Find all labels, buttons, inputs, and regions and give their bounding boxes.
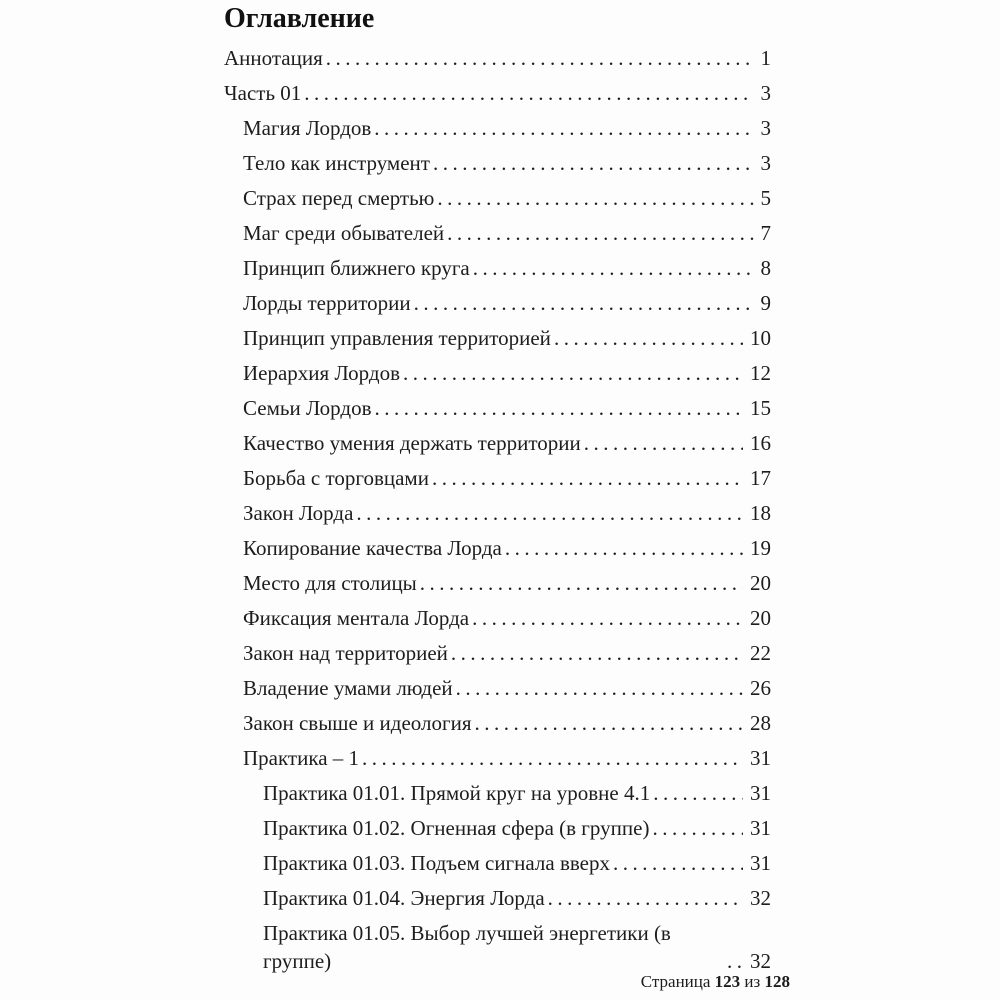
toc-entry-title: Практика 01.04. Энергия Лорда: [263, 886, 545, 910]
toc-dot-leader: [610, 849, 743, 877]
toc-entry[interactable]: [224, 79, 771, 107]
toc-dot-leader: [502, 534, 743, 562]
toc-dot-leader: [472, 709, 744, 737]
toc-entry[interactable]: [224, 114, 771, 142]
toc-entry-title: Практика 01.05. Выбор лучшей энергетики (в группе): [263, 921, 671, 973]
toc-entry-title: Практика 01.02. Огненная сфера (в группе): [263, 816, 650, 840]
toc-dot-leader: [429, 464, 743, 492]
toc-entry-title: Аннотация: [224, 46, 323, 70]
toc-dot-leader: [545, 884, 743, 912]
toc-entry-page-number: 8: [760, 256, 771, 280]
toc-entry-title: Иерархия Лордов: [243, 361, 400, 385]
toc-entry[interactable]: [224, 289, 771, 317]
toc-entry-title: Практика – 1: [243, 746, 360, 770]
toc-entry-page-number: 31: [750, 781, 771, 805]
toc-dot-leader: [400, 359, 743, 387]
footer-separator: из: [744, 972, 761, 991]
toc-entry[interactable]: [224, 149, 771, 177]
toc-entry-page-number: 31: [750, 816, 771, 840]
toc-entry-title: Тело как инструмент: [243, 151, 430, 175]
toc-entry-title: Часть 01: [224, 81, 302, 105]
toc-entry[interactable]: [224, 919, 771, 975]
toc-dot-leader: [469, 604, 743, 632]
toc-entry-title: Лорды территории: [243, 291, 411, 315]
toc-dot-leader: [724, 947, 743, 975]
toc-entry-title: Семьи Лордов: [243, 396, 372, 420]
footer-current-page: 123: [714, 972, 741, 991]
toc-entry-title: Закон Лорда: [243, 501, 354, 525]
toc-entry-page-number: 16: [750, 431, 771, 455]
toc-dot-leader: [359, 744, 743, 772]
toc-entry-title: Закон свыше и идеология: [243, 711, 472, 735]
toc-entry-page-number: 15: [750, 396, 771, 420]
toc-entry[interactable]: [224, 184, 771, 212]
toc-entry-page-number: 12: [750, 361, 771, 385]
toc-entry-page-number: 7: [760, 221, 771, 245]
toc-entry-title: Маг среди обывателей: [243, 221, 445, 245]
toc-dot-leader: [371, 114, 753, 142]
toc-entry-page-number: 3: [760, 116, 771, 140]
footer-total-pages: 128: [764, 972, 790, 991]
toc-entry[interactable]: [224, 534, 771, 562]
toc-entry[interactable]: [224, 779, 771, 807]
toc-entry-page-number: 19: [750, 536, 771, 560]
toc-entry[interactable]: [224, 464, 771, 492]
toc-entry-page-number: 9: [760, 291, 771, 315]
toc-entry-page-number: 31: [750, 851, 771, 875]
toc-entry-title: Страх перед смертью: [243, 186, 435, 210]
toc-section: [224, 2, 771, 982]
toc-entry-page-number: 20: [750, 606, 771, 630]
toc-entry[interactable]: [224, 44, 771, 72]
toc-entry-title: Борьба с торговцами: [243, 466, 429, 490]
toc-list: [224, 44, 771, 975]
toc-dot-leader: [434, 184, 753, 212]
toc-entry[interactable]: [224, 499, 771, 527]
toc-entry-title: Закон над территорией: [243, 641, 448, 665]
toc-entry-title: Фиксация ментала Лорда: [243, 606, 470, 630]
toc-entry-title: Владение умами людей: [243, 676, 453, 700]
toc-dot-leader: [323, 44, 754, 72]
toc-entry[interactable]: [224, 254, 771, 282]
toc-dot-leader: [581, 429, 743, 457]
toc-entry-page-number: 18: [750, 501, 771, 525]
toc-entry-page-number: 1: [760, 46, 771, 70]
toc-entry-page-number: 3: [760, 81, 771, 105]
toc-dot-leader: [430, 149, 754, 177]
toc-entry[interactable]: [224, 744, 771, 772]
toc-entry[interactable]: [224, 884, 771, 912]
toc-dot-leader: [417, 569, 743, 597]
toc-entry[interactable]: [224, 674, 771, 702]
toc-entry-title: Практика 01.03. Подъем сигнала вверх: [263, 851, 610, 875]
toc-heading: Оглавление: [224, 3, 375, 34]
toc-dot-leader: [453, 674, 743, 702]
toc-entry[interactable]: [224, 394, 771, 422]
toc-entry[interactable]: [224, 324, 771, 352]
toc-entry-page-number: 3: [760, 151, 771, 175]
toc-dot-leader: [551, 324, 743, 352]
toc-entry-title: Место для столицы: [243, 571, 417, 595]
toc-entry[interactable]: [224, 604, 771, 632]
toc-dot-leader: [411, 289, 754, 317]
toc-entry-title: Принцип ближнего круга: [243, 256, 470, 280]
toc-entry[interactable]: [224, 849, 771, 877]
toc-entry[interactable]: [224, 219, 771, 247]
toc-entry[interactable]: [224, 359, 771, 387]
toc-entry-page-number: 31: [750, 746, 771, 770]
toc-dot-leader: [371, 394, 743, 422]
toc-dot-leader: [470, 254, 754, 282]
toc-dot-leader: [448, 639, 743, 667]
toc-entry-page-number: 10: [750, 326, 771, 350]
toc-entry-title: Магия Лордов: [243, 116, 372, 140]
toc-entry-page-number: 17: [750, 466, 771, 490]
toc-entry[interactable]: [224, 814, 771, 842]
toc-entry-title: Копирование качества Лорда: [243, 536, 502, 560]
toc-dot-leader: [444, 219, 753, 247]
toc-dot-leader: [650, 779, 743, 807]
toc-entry[interactable]: [224, 639, 771, 667]
toc-entry-page-number: 5: [760, 186, 771, 210]
toc-entry-title: Практика 01.01. Прямой круг на уровне 4.1: [263, 781, 651, 805]
toc-entry-page-number: 22: [750, 641, 771, 665]
toc-entry-page-number: 28: [750, 711, 771, 735]
toc-dot-leader: [301, 79, 753, 107]
toc-entry[interactable]: [224, 569, 771, 597]
toc-entry-page-number: 32: [750, 886, 771, 910]
toc-entry[interactable]: [224, 429, 771, 457]
toc-entry-page-number: 20: [750, 571, 771, 595]
toc-dot-leader: [649, 814, 743, 842]
toc-entry-title: Качество умения держать территории: [243, 431, 581, 455]
footer-label: Страница: [640, 972, 711, 991]
toc-entry[interactable]: [224, 709, 771, 737]
toc-dot-leader: [353, 499, 743, 527]
toc-entry-title: Принцип управления территорией: [243, 326, 551, 350]
toc-entry-page-number: 32: [750, 949, 771, 973]
page-footer: [641, 972, 790, 992]
toc-entry-page-number: 26: [750, 676, 771, 700]
